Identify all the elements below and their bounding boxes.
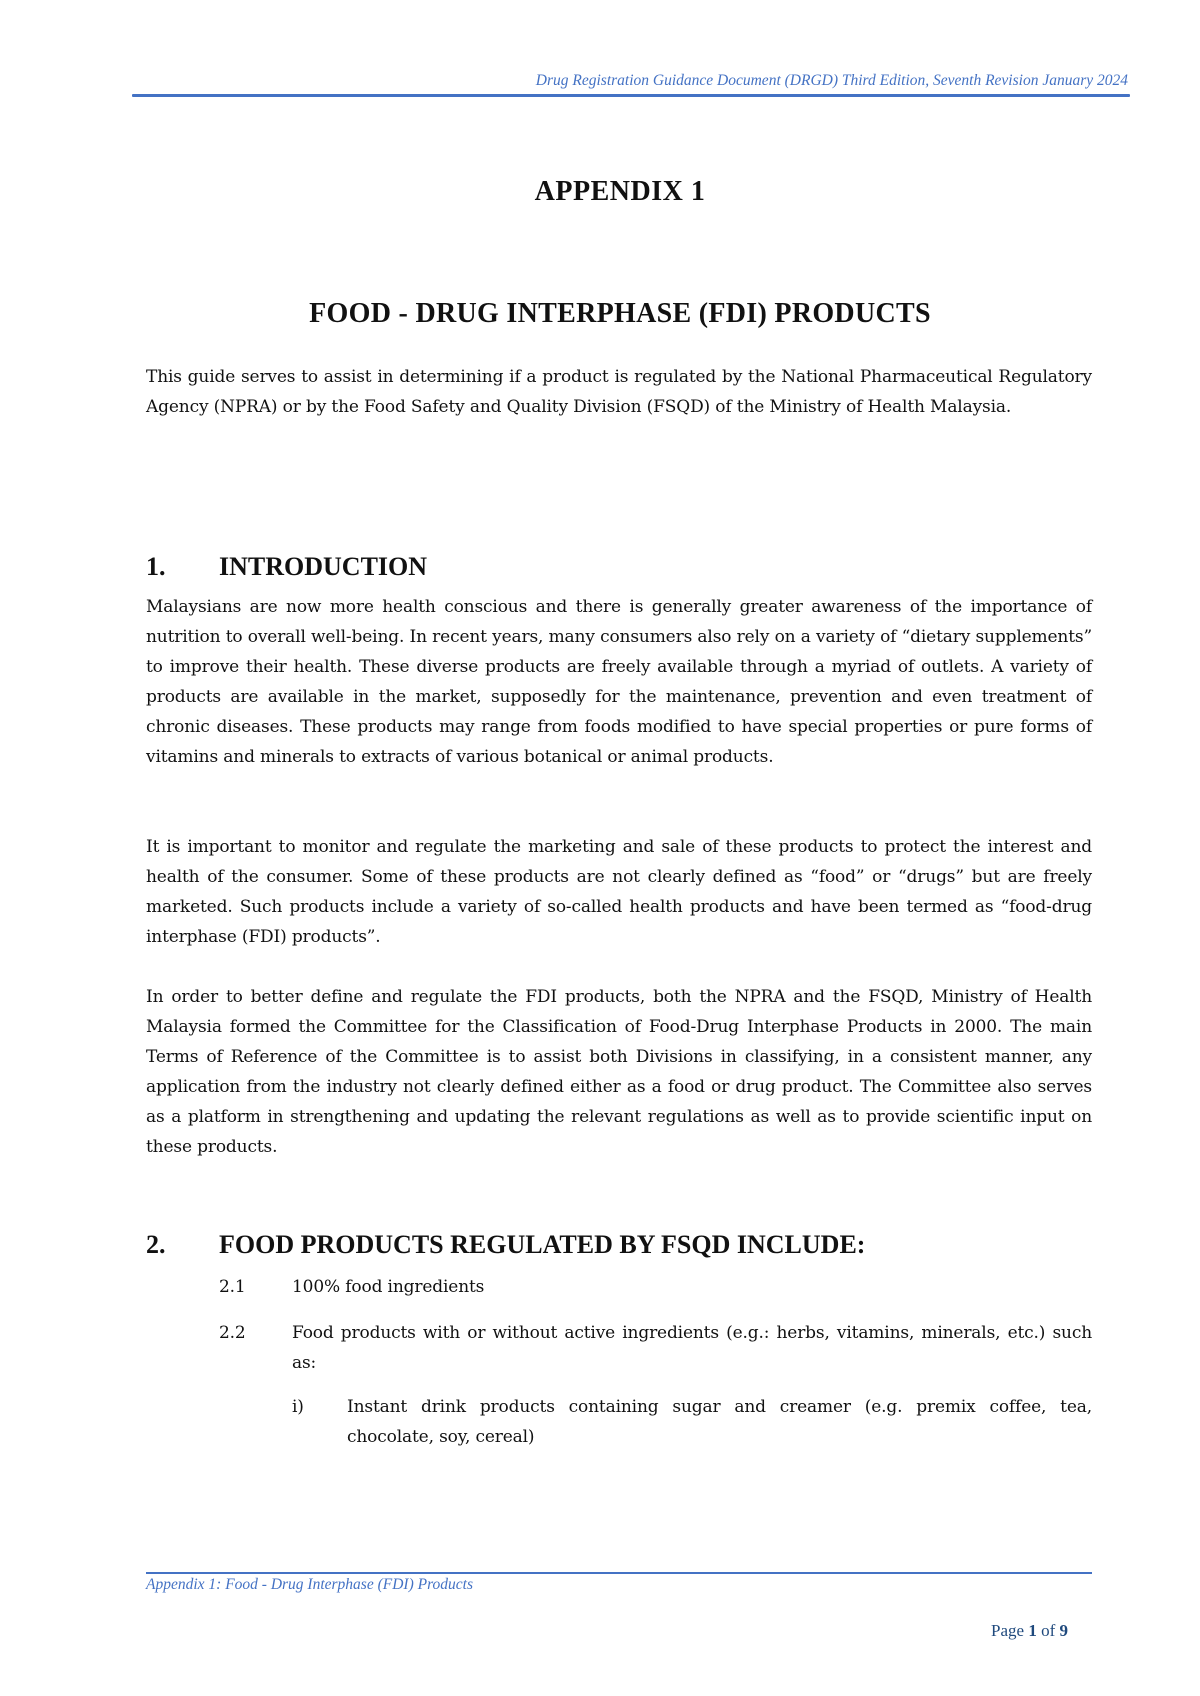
intro-paragraph: This guide serves to assist in determining if a product is regulated by the National Pharmaceutical Regulatory Agency (NPRA) or by the Food Safety and Quality Division (FSQD) of the Ministry of Health Malaysia. [146, 367, 1092, 417]
list-item-number: 2.2 [219, 1323, 246, 1343]
section-1-paragraph-2: It is important to monitor and regulate the marketing and sale of these products to protect the interest and health of the consumer. Some of these products are not clearly defined as “food” or “drugs” but are freely marketed. Such products include a variety of so-called health products and have been termed as “food-drug interphase (FDI) products”. [146, 837, 1092, 947]
page-total: 9 [1059, 1621, 1068, 1640]
section-1-paragraph-1: Malaysians are now more health conscious and there is generally greater awareness of the importance of nutrition to overall well-being. In recent years, many consumers also rely on a variety of “dietary supplements” to improve their health. These diverse products are freely available through a myriad of outlets. A variety of products are available in the market, supposedly for the maintenance, prevention and even treatment of chronic diseases. These products may range from foods modified to have special properties or pure forms of vitamins and minerals to extracts of various botanical or animal products. [146, 597, 1092, 767]
running-footer: Appendix 1: Food - Drug Interphase (FDI) Products [146, 1576, 474, 1593]
page-current: 1 [1028, 1621, 1037, 1640]
list-item-text: Food products with or without active ingredients (e.g.: herbs, vitamins, minerals, etc.) such as: [292, 1323, 1092, 1373]
section-2-title: FOOD PRODUCTS REGULATED BY FSQD INCLUDE: [219, 1230, 866, 1259]
sub-list-item-number: i) [292, 1397, 304, 1417]
appendix-title: APPENDIX 1 [534, 176, 706, 207]
section-1-paragraph-3: In order to better define and regulate the FDI products, both the NPRA and the FSQD, Ministry of Health Malaysia formed the Committee for the Classification of Food-Drug Interphase Products in 2000. The main Terms of Reference of the Committee is to assist both Divisions in classifying, in a consistent manner, any application from the industry not clearly defined either as a food or drug product. The Committee also serves as a platform in strengthening and updating the relevant regulations as well as to provide scientific input on these products. [146, 987, 1092, 1157]
sub-list-item-text: Instant drink products containing sugar and creamer (e.g. premix coffee, tea, chocolate, soy, cereal) [347, 1397, 1092, 1447]
sub-list-item [292, 1392, 1092, 1452]
section-1-body-3 [146, 982, 1092, 1162]
running-header: Drug Registration Guidance Document (DRGD) Third Edition, Seventh Revision January 2024 [535, 72, 1128, 89]
document-title: FOOD - DRUG INTERPHASE (FDI) PRODUCTS [309, 298, 931, 329]
list-item [219, 1272, 1092, 1302]
page-number [991, 1621, 1068, 1641]
section-1-number: 1. [146, 552, 166, 581]
list-item-text: 100% food ingredients [292, 1277, 485, 1297]
page-word: Page [991, 1621, 1025, 1640]
header-rule [132, 94, 1130, 97]
section-1-body [146, 592, 1092, 772]
section-2-number: 2. [146, 1230, 166, 1259]
list-item-number: 2.1 [219, 1277, 246, 1297]
section-1-title: INTRODUCTION [219, 552, 428, 581]
section-1-body-2 [146, 832, 1092, 952]
intro-block [146, 362, 1092, 422]
section-2-heading [146, 1230, 865, 1260]
footer-rule [146, 1572, 1092, 1574]
page-of: of [1041, 1621, 1056, 1640]
list-item [219, 1318, 1092, 1378]
section-1-heading [146, 552, 427, 582]
